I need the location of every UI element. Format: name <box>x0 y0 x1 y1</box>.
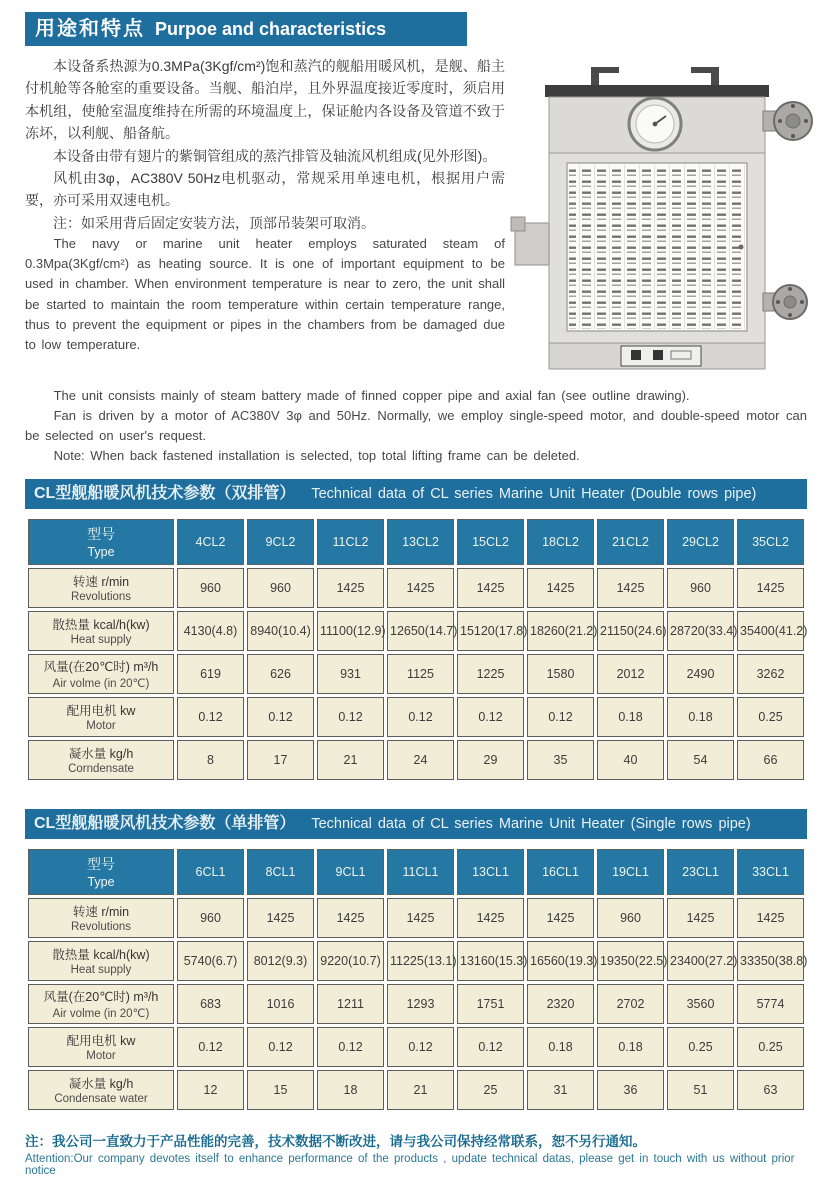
top-edge <box>545 85 769 97</box>
table1-banner <box>25 479 807 509</box>
row-label <box>28 611 174 651</box>
data-cell: 1425 <box>737 568 804 608</box>
data-cell: 619 <box>177 654 244 694</box>
data-cell: 0.12 <box>317 1027 384 1067</box>
data-cell: 4130(4.8) <box>177 611 244 651</box>
data-cell: 3262 <box>737 654 804 694</box>
data-cell: 1425 <box>387 898 454 938</box>
data-cell: 1425 <box>317 898 384 938</box>
data-cell: 8 <box>177 740 244 780</box>
row-label-zh: 配用电机 kw <box>66 704 136 719</box>
data-cell: 29 <box>457 740 524 780</box>
data-cell: 13160(15.3) <box>457 941 524 981</box>
data-cell: 18260(21.2) <box>527 611 594 651</box>
model-column-header: 6CL1 <box>177 849 244 895</box>
model-column-header: 11CL1 <box>387 849 454 895</box>
corner-label-zh: 型号 <box>87 856 115 873</box>
front-grille <box>567 163 747 331</box>
model-column-header: 16CL1 <box>527 849 594 895</box>
table2-type-corner-cell <box>28 849 174 895</box>
model-column-header: 9CL1 <box>317 849 384 895</box>
section-title-zh: 用途和特点 <box>35 18 145 40</box>
motor-switch-panel <box>621 346 701 366</box>
data-cell: 9220(10.7) <box>317 941 384 981</box>
data-cell: 1125 <box>387 654 454 694</box>
table-row <box>28 740 804 780</box>
data-cell: 0.18 <box>667 697 734 737</box>
model-column-header: 15CL2 <box>457 519 524 565</box>
model-column-header: 4CL2 <box>177 519 244 565</box>
model-column-header: 29CL2 <box>667 519 734 565</box>
row-label-zh: 散热量 kcal/h(kw) <box>52 948 150 963</box>
row-label-en: Air volme (in 20℃) <box>52 1008 150 1021</box>
table1-double-rows-pipe <box>25 516 807 783</box>
data-cell: 2702 <box>597 984 664 1024</box>
row-label-en: Revolutions <box>70 921 132 934</box>
data-cell: 23400(27.2) <box>667 941 734 981</box>
table2-banner-en: Technical data of CL series Marine Unit Heater (Single rows pipe) <box>311 815 751 832</box>
model-column-header: 33CL1 <box>737 849 804 895</box>
lifting-bracket-right <box>691 67 719 85</box>
row-label-en: Heat supply <box>70 634 132 647</box>
table1-banner-en: Technical data of CL series Marine Unit Heater (Double rows pipe) <box>311 485 757 502</box>
data-cell: 0.12 <box>457 1027 524 1067</box>
data-cell: 54 <box>667 740 734 780</box>
row-label-zh: 风量(在20℃时) m³/h <box>43 660 159 675</box>
intro-paragraph-zh: 风机由3φ，AC380V 50Hz电机驱动，常规采用单速电机，根据用户需要，亦可采用双速电机。 <box>25 169 505 209</box>
row-label <box>28 941 174 981</box>
data-cell: 35 <box>527 740 594 780</box>
row-label <box>28 654 174 694</box>
data-cell: 51 <box>667 1070 734 1110</box>
intro-text-column <box>25 55 505 383</box>
data-cell: 24 <box>387 740 454 780</box>
corner-label-zh: 型号 <box>87 526 115 543</box>
lifting-bracket-left <box>591 67 619 85</box>
data-cell: 0.18 <box>527 1027 594 1067</box>
data-cell: 31 <box>527 1070 594 1110</box>
intro-paragraph-zh: 注：如采用背后固定安装方法，顶部吊装架可取消。 <box>53 214 375 231</box>
table-row <box>28 1027 804 1067</box>
corner-label-en: Type <box>87 875 115 890</box>
data-cell: 0.12 <box>247 1027 314 1067</box>
data-cell: 0.25 <box>737 1027 804 1067</box>
model-column-header: 13CL2 <box>387 519 454 565</box>
data-cell: 8012(9.3) <box>247 941 314 981</box>
data-cell: 0.12 <box>387 1027 454 1067</box>
data-cell: 960 <box>177 898 244 938</box>
data-cell: 1425 <box>457 898 524 938</box>
data-cell: 0.25 <box>737 697 804 737</box>
data-cell: 0.12 <box>177 697 244 737</box>
data-cell: 0.12 <box>457 697 524 737</box>
data-cell: 626 <box>247 654 314 694</box>
row-label <box>28 1070 174 1110</box>
data-cell: 960 <box>667 568 734 608</box>
data-cell: 21 <box>387 1070 454 1110</box>
row-label-zh: 转速 r/min <box>72 905 130 920</box>
data-cell: 1425 <box>247 898 314 938</box>
section-title-bar <box>25 12 467 46</box>
model-column-header: 18CL2 <box>527 519 594 565</box>
row-label <box>28 697 174 737</box>
row-label <box>28 1027 174 1067</box>
table1-type-corner-cell <box>28 519 174 565</box>
data-cell: 66 <box>737 740 804 780</box>
data-cell: 1016 <box>247 984 314 1024</box>
side-bracket <box>511 217 549 265</box>
table2-single-rows-pipe <box>25 846 807 1113</box>
data-cell: 2320 <box>527 984 594 1024</box>
table-row <box>28 941 804 981</box>
row-label-en: Motor <box>86 1050 116 1063</box>
data-cell: 0.18 <box>597 1027 664 1067</box>
row-label-en: Corndensate <box>68 763 134 776</box>
data-cell: 21150(24.6) <box>597 611 664 651</box>
data-cell: 36 <box>597 1070 664 1110</box>
data-cell: 19350(22.5) <box>597 941 664 981</box>
data-cell: 33350(38.8) <box>737 941 804 981</box>
table-row <box>28 697 804 737</box>
data-cell: 931 <box>317 654 384 694</box>
data-cell: 15 <box>247 1070 314 1110</box>
data-cell: 12 <box>177 1070 244 1110</box>
model-column-header: 13CL1 <box>457 849 524 895</box>
data-cell: 40 <box>597 740 664 780</box>
pressure-gauge-icon <box>629 98 681 150</box>
row-label-en: Revolutions <box>70 591 132 604</box>
row-label <box>28 740 174 780</box>
data-cell: 8940(10.4) <box>247 611 314 651</box>
data-cell: 18 <box>317 1070 384 1110</box>
intro-paragraph-en: Fan is driven by a motor of AC380V 3φ and 50Hz. Normally, we employ single-speed motor, and double-speed motor can be selected on user's request. <box>25 408 807 444</box>
model-column-header: 23CL1 <box>667 849 734 895</box>
table2-banner <box>25 809 807 839</box>
row-label <box>28 568 174 608</box>
table-row <box>28 984 804 1024</box>
data-cell: 2012 <box>597 654 664 694</box>
data-cell: 11225(13.1) <box>387 941 454 981</box>
data-cell: 21 <box>317 740 384 780</box>
table2-banner-zh: CL型舰船暖风机技术参数（单排管） <box>34 814 296 832</box>
row-label <box>28 984 174 1024</box>
row-label-en: Heat supply <box>70 964 132 977</box>
data-cell: 1751 <box>457 984 524 1024</box>
intro-section <box>25 55 807 383</box>
data-cell: 0.12 <box>387 697 454 737</box>
data-cell: 1225 <box>457 654 524 694</box>
row-label-en: Condensate water <box>54 1093 148 1106</box>
data-cell: 35400(41.2) <box>737 611 804 651</box>
row-label-zh: 凝水量 kg/h <box>68 747 134 762</box>
model-column-header: 9CL2 <box>247 519 314 565</box>
data-cell: 1425 <box>457 568 524 608</box>
header-row <box>28 849 804 895</box>
footer-note-zh: 注：我公司一直致力于产品性能的完善，技术数据不断改进，请与我公司保持经常联系，恕不另行通知。 <box>25 1133 646 1149</box>
header-row <box>28 519 804 565</box>
steam-inlet-flange-icon <box>763 102 812 140</box>
data-cell: 960 <box>177 568 244 608</box>
data-cell: 1425 <box>317 568 384 608</box>
data-cell: 0.12 <box>177 1027 244 1067</box>
row-label <box>28 898 174 938</box>
condensate-outlet-flange-icon <box>763 285 807 319</box>
row-label-zh: 配用电机 kw <box>66 1034 136 1049</box>
table-row <box>28 568 804 608</box>
footer-note <box>25 1130 807 1177</box>
intro-paragraph-zh: 本设备由带有翅片的紫铜管组成的蒸汽排管及轴流风机组成(见外形图)。 <box>53 147 497 164</box>
door-latch <box>739 245 744 250</box>
intro-paragraph-zh: 本设备系热源为0.3MPa(3Kgf/cm²)饱和蒸汽的舰船用暖风机，是舰、船主付机舱等各舱室的重要设备。当舰、船泊岸，且外界温度接近零度时，须启用本机组，使舱室温度维持在所需的环境温度上，保证舱内各设备及管道不致于冻坏，以利舰、船备航。 <box>25 58 505 142</box>
intro-paragraph-en: Note: When back fastened installation is selected, top total lifting frame can be deleted. <box>53 448 580 464</box>
model-column-header: 8CL1 <box>247 849 314 895</box>
data-cell: 0.12 <box>247 697 314 737</box>
model-column-header: 11CL2 <box>317 519 384 565</box>
product-photo <box>505 55 813 383</box>
data-cell: 5740(6.7) <box>177 941 244 981</box>
data-cell: 1293 <box>387 984 454 1024</box>
row-label-zh: 风量(在20℃时) m³/h <box>43 990 159 1005</box>
data-cell: 5774 <box>737 984 804 1024</box>
data-cell: 17 <box>247 740 314 780</box>
intro-full-width <box>25 386 807 467</box>
data-cell: 1425 <box>597 568 664 608</box>
table-row <box>28 654 804 694</box>
data-cell: 3560 <box>667 984 734 1024</box>
model-column-header: 35CL2 <box>737 519 804 565</box>
data-cell: 15120(17.8) <box>457 611 524 651</box>
row-label-zh: 凝水量 kg/h <box>68 1077 134 1092</box>
data-cell: 960 <box>597 898 664 938</box>
data-cell: 0.12 <box>317 697 384 737</box>
table-row <box>28 898 804 938</box>
data-cell: 1425 <box>667 898 734 938</box>
data-cell: 0.18 <box>597 697 664 737</box>
intro-paragraph-en: The navy or marine unit heater employs saturated steam of 0.3Mpa(3Kgf/cm²) as heating source. It is one of important equipment to be used in chamber. When environment temperature is near to zero, the unit shall be started to maintain the room temperature within certain temperature range, thus to prevent the equipment or pipes in the chambers from be damaged due to low temperature. <box>25 236 505 352</box>
data-cell: 28720(33.4) <box>667 611 734 651</box>
data-cell: 1211 <box>317 984 384 1024</box>
model-column-header: 21CL2 <box>597 519 664 565</box>
corner-label-en: Type <box>87 545 115 560</box>
data-cell: 1425 <box>527 568 594 608</box>
data-cell: 1425 <box>737 898 804 938</box>
data-cell: 16560(19.3) <box>527 941 594 981</box>
unit-heater-figure <box>505 57 813 383</box>
data-cell: 683 <box>177 984 244 1024</box>
data-cell: 1425 <box>527 898 594 938</box>
table-row <box>28 1070 804 1110</box>
table-row <box>28 611 804 651</box>
intro-paragraph-en: The unit consists mainly of steam battery made of finned copper pipe and axial fan (see outline drawing). <box>53 388 690 403</box>
table1-banner-zh: CL型舰船暖风机技术参数（双排管） <box>34 484 296 502</box>
row-label-zh: 散热量 kcal/h(kw) <box>52 618 150 633</box>
data-cell: 25 <box>457 1070 524 1110</box>
section-title-en: Purpoe and characteristics <box>155 19 387 39</box>
row-label-en: Air volme (in 20℃) <box>52 678 150 691</box>
data-cell: 960 <box>247 568 314 608</box>
data-cell: 11100(12.9) <box>317 611 384 651</box>
data-cell: 2490 <box>667 654 734 694</box>
data-cell: 63 <box>737 1070 804 1110</box>
data-cell: 1580 <box>527 654 594 694</box>
row-label-zh: 转速 r/min <box>72 575 130 590</box>
row-label-en: Motor <box>86 720 116 733</box>
data-cell: 0.25 <box>667 1027 734 1067</box>
footer-note-en: Attention:Our company devotes itself to enhance performance of the products , update technical datas, please get in touch with us without prior notice <box>25 1152 795 1177</box>
data-cell: 0.12 <box>527 697 594 737</box>
data-cell: 1425 <box>387 568 454 608</box>
data-cell: 12650(14.7) <box>387 611 454 651</box>
model-column-header: 19CL1 <box>597 849 664 895</box>
